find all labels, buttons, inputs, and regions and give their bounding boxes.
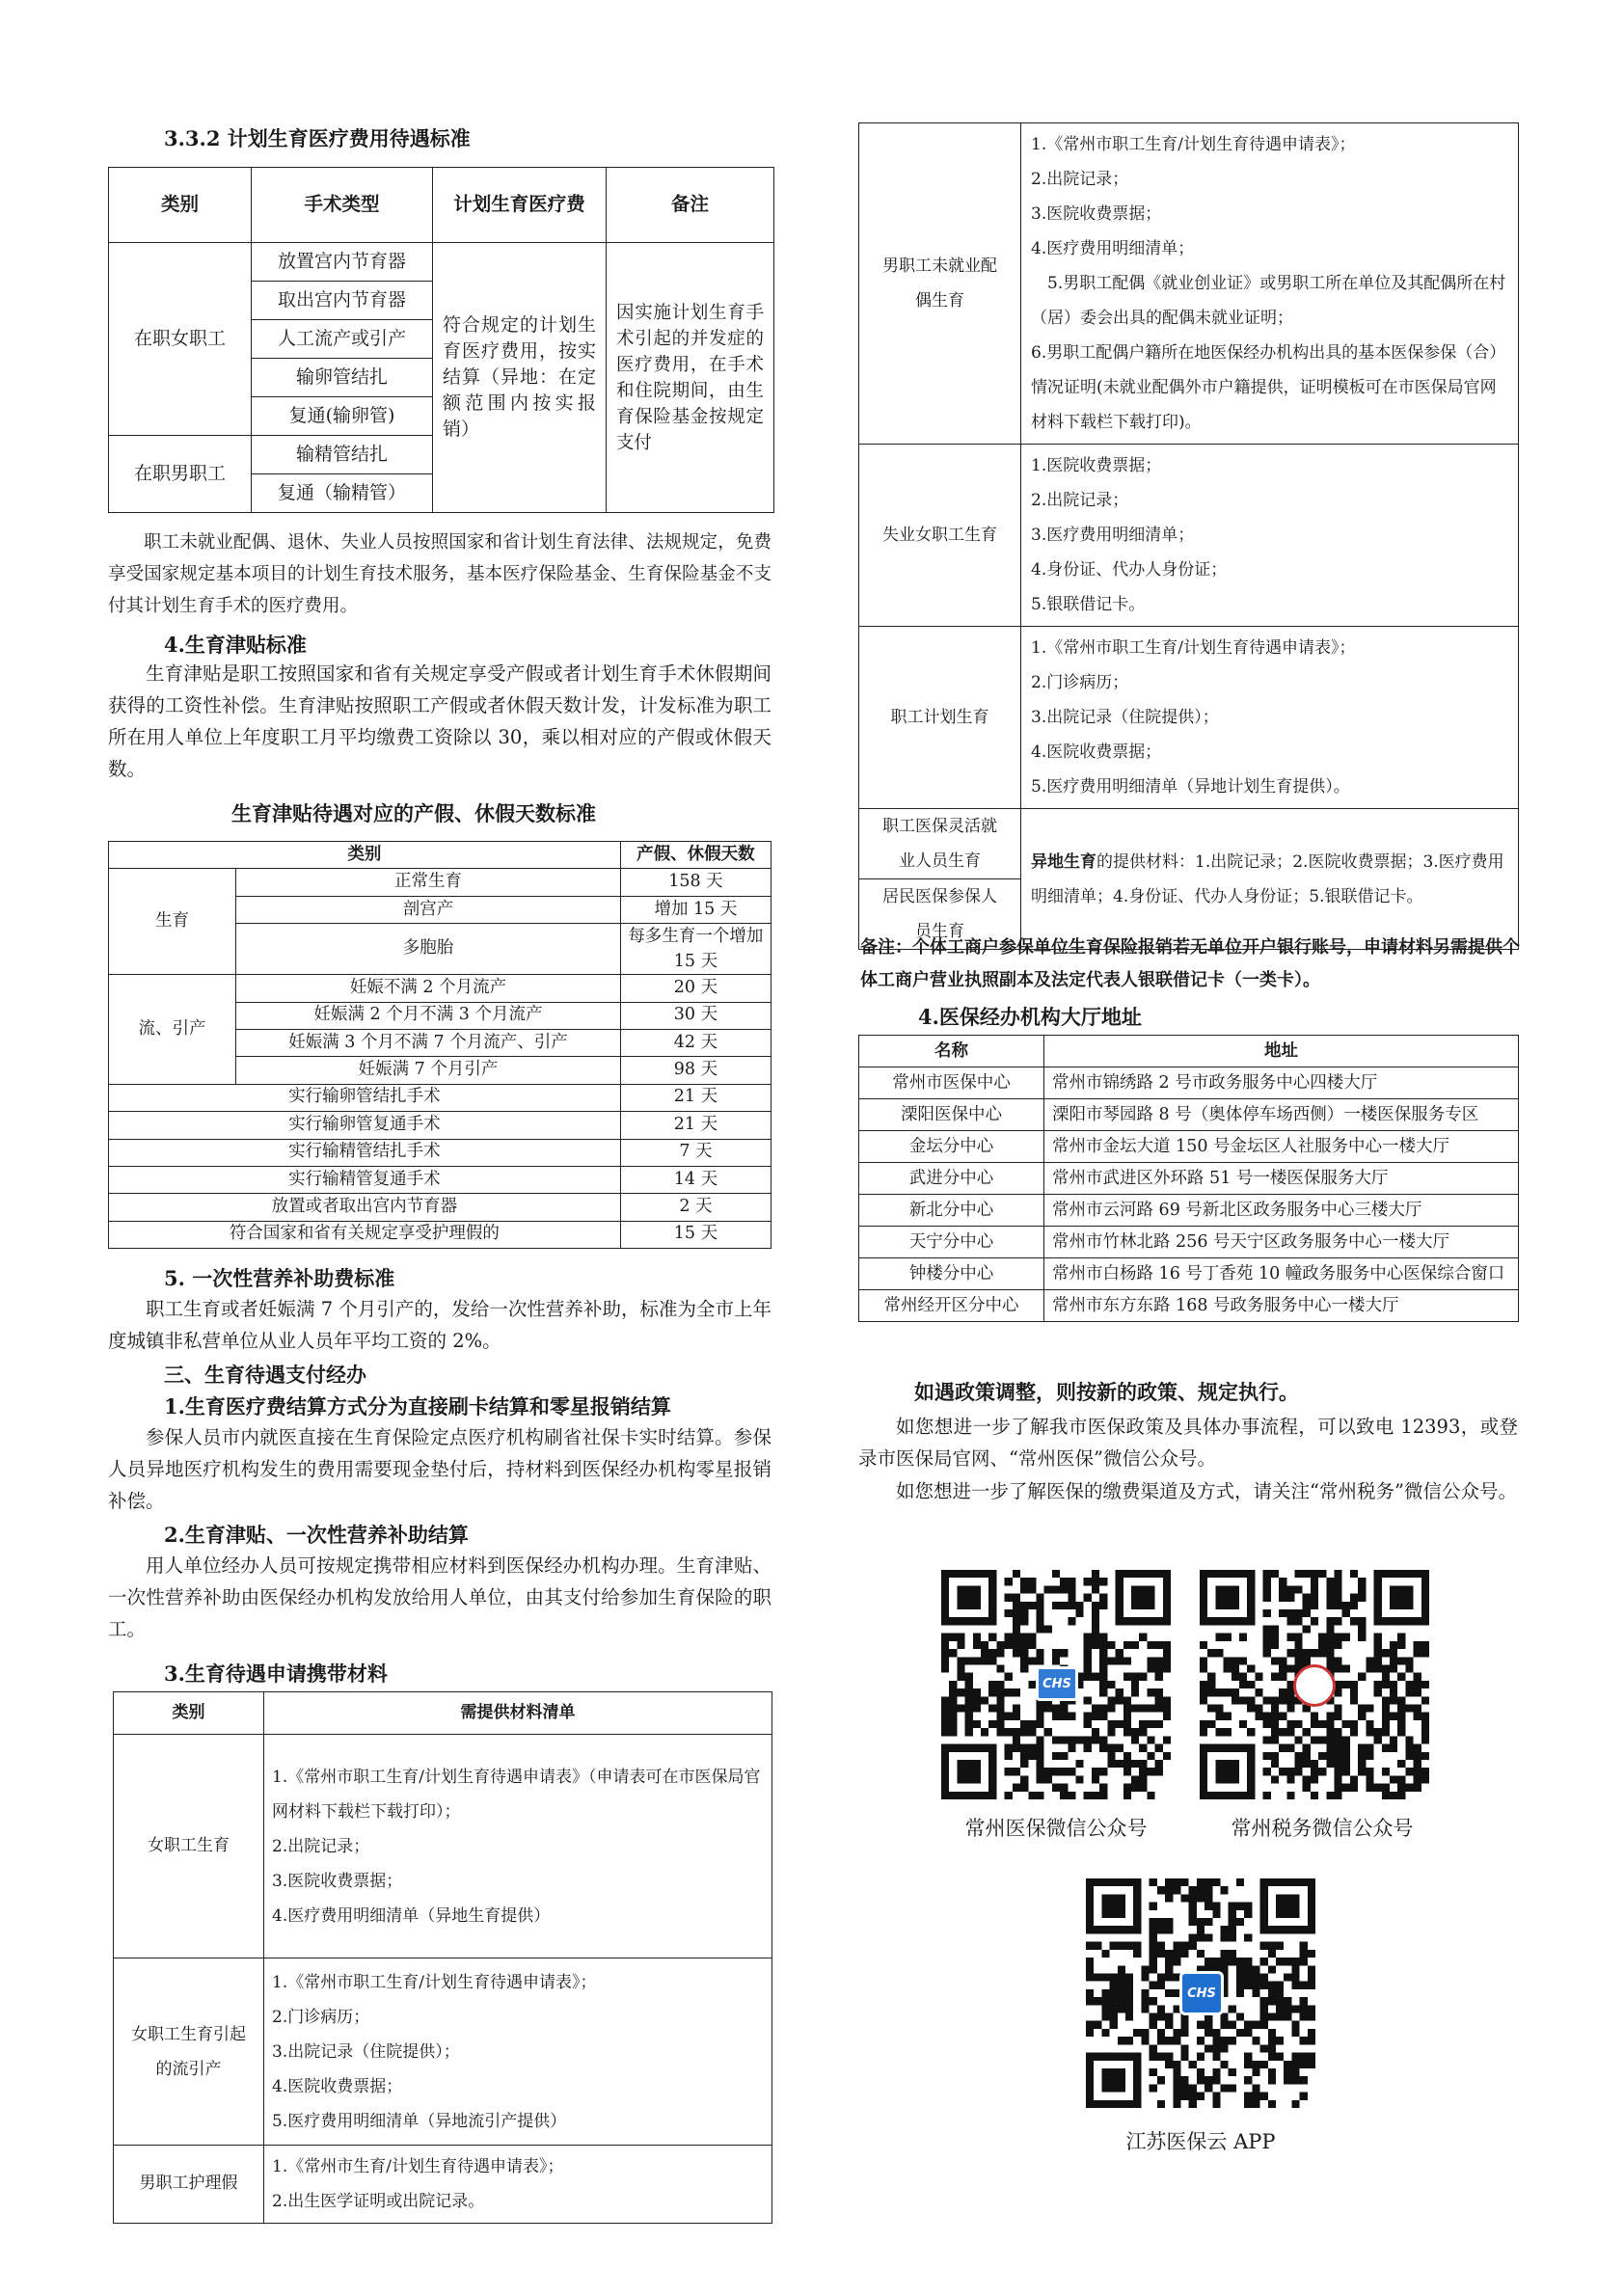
material-item: 4.医疗费用明细清单（异地生育提供） bbox=[272, 1905, 551, 1926]
material-category: 职工计划生育 bbox=[859, 627, 1021, 809]
remark-cell: 因实施计划生育手术引起的并发症的医疗费用，在手术和住院期间，由生育保险基金按规定支付 bbox=[607, 243, 774, 513]
leave-days: 14 天 bbox=[620, 1166, 771, 1193]
material-item: 2.出院记录； bbox=[272, 1836, 370, 1856]
subsection-3-title: 3.生育待遇申请携带材料 bbox=[164, 1661, 388, 1686]
section-4-title: 4.生育津贴标准 bbox=[164, 633, 307, 657]
qr-caption-app: 江苏医保云 APP bbox=[1125, 2130, 1276, 2153]
surgery-op: 输精管结扎 bbox=[252, 436, 433, 474]
leave-type: 妊娠满 2 个月不满 3 个月流产 bbox=[236, 1002, 621, 1029]
unemployed-paragraph: 职工未就业配偶、退休、失业人员按照国家和省计划生育法律、法规规定，免费享受国家规定基本项目的计划生育技术服务，基本医疗保险基金、生育保险基金不支付其计划生育手术的医疗费用。 bbox=[108, 532, 771, 616]
office-address: 常州市武进区外环路 51 号一楼医保服务大厅 bbox=[1044, 1163, 1519, 1195]
surgery-op: 复通（输精管） bbox=[252, 474, 433, 513]
remote-birth-text: 的提供材料：1.出院记录；2.医院收费票据；3.医疗费用明细清单；4.身份证、代办人身份证；5.银联借记卡。 bbox=[1031, 851, 1504, 906]
subsection-1-title: 1.生育医疗费结算方式分为直接刷卡结算和零星报销结算 bbox=[164, 1394, 671, 1418]
material-item: 3.出院记录（住院提供）； bbox=[272, 2041, 460, 2062]
section-332-title: 3.3.2 计划生育医疗费用待遇标准 bbox=[164, 126, 471, 150]
chs-logo-icon bbox=[1036, 1666, 1078, 1701]
female-category: 在职女职工 bbox=[109, 243, 252, 436]
material-item: 1.《常州市职工生育/计划生育待遇申请表》； bbox=[1031, 638, 1356, 658]
office-name: 常州市医保中心 bbox=[859, 1067, 1044, 1099]
material-item: 4.身份证、代办人身份证； bbox=[1031, 560, 1228, 580]
leave-days: 21 天 bbox=[620, 1112, 771, 1139]
office-address: 常州市竹林北路 256 号天宁区政务服务中心一楼大厅 bbox=[1044, 1227, 1519, 1258]
chs-logo-text: CHS bbox=[1042, 1676, 1071, 1691]
qr-caption-ybwx: 常州医保微信公众号 bbox=[964, 1817, 1148, 1840]
header-name: 名称 bbox=[859, 1036, 1044, 1067]
leave-days: 30 天 bbox=[620, 1002, 771, 1029]
office-address: 常州市锦绣路 2 号市政务服务中心四楼大厅 bbox=[1044, 1067, 1519, 1099]
material-item: 5.医疗费用明细清单（异地流引产提供） bbox=[272, 2111, 567, 2131]
material-item: 1.《常州市职工生育/计划生育待遇申请表》； bbox=[272, 1972, 597, 1992]
note-paragraph: 备注：个体工商户参保单位生育保险报销若无单位开户银行账号，申请材料另需提供个体工商户营业执照副本及法定代表人银联借记卡（一类卡）。 bbox=[860, 937, 1520, 990]
material-list bbox=[1021, 627, 1519, 809]
leave-days: 7 天 bbox=[620, 1139, 771, 1166]
header-fee: 计划生育医疗费 bbox=[433, 168, 607, 243]
material-item: 3.医院收费票据； bbox=[272, 1871, 403, 1891]
chs-logo-text: CHS bbox=[1187, 1985, 1216, 2001]
leave-days: 15 天 bbox=[620, 1221, 771, 1248]
surgery-op: 人工流产或引产 bbox=[252, 320, 433, 359]
header-remark: 备注 bbox=[607, 168, 774, 243]
office-name: 常州经开区分中心 bbox=[859, 1290, 1044, 1322]
surgery-op: 输卵管结扎 bbox=[252, 359, 433, 397]
office-address: 常州市白杨路 16 号丁香苑 10 幢政务服务中心医保综合窗口 bbox=[1044, 1258, 1519, 1290]
material-item: 3.医疗费用明细清单； bbox=[1031, 526, 1195, 545]
section-4-paragraph: 生育津贴是职工按照国家和省有关规定享受产假或者计划生育手术休假期间获得的工资性补偿。生育津贴按照职工产假或者休假天数计发，计发标准为职工所在用人单位上年度职工月平均缴费工资除以 30，乘以相对应的产假或休假天数。 bbox=[108, 662, 771, 780]
leave-days: 20 天 bbox=[620, 975, 771, 1002]
office-name: 金坛分中心 bbox=[859, 1131, 1044, 1163]
material-item: 3.医院收费票据； bbox=[1031, 204, 1162, 224]
material-item: 2.门诊病历； bbox=[272, 2007, 370, 2027]
office-name: 新北分中心 bbox=[859, 1195, 1044, 1227]
male-category: 在职男职工 bbox=[109, 436, 252, 513]
leave-type: 实行输卵管复通手术 bbox=[109, 1112, 621, 1139]
leave-type: 妊娠不满 2 个月流产 bbox=[236, 975, 621, 1002]
header-category: 类别 bbox=[109, 168, 252, 243]
material-item: 2.门诊病历； bbox=[1031, 673, 1129, 692]
surgery-op: 取出宫内节育器 bbox=[252, 282, 433, 320]
material-list bbox=[1021, 445, 1519, 627]
material-list bbox=[264, 1735, 772, 1958]
material-item: 2.出生医学证明或出院记录。 bbox=[272, 2192, 485, 2211]
material-list bbox=[1021, 123, 1519, 445]
subsection-1-paragraph: 参保人员市内就医直接在生育保险定点医疗机构刷省社保卡实时结算。参保人员异地医疗机构发生的费用需要现金垫付后，持材料到医保经办机构零星报销补偿。 bbox=[108, 1426, 771, 1512]
materials-table bbox=[113, 1691, 772, 2224]
material-item: 4.医院收费票据； bbox=[272, 2076, 403, 2096]
material-list bbox=[264, 2146, 772, 2224]
policy-line: 如遇政策调整，则按新的政策、规定执行。 bbox=[914, 1380, 1299, 1404]
material-category: 居民医保参保人员生育 bbox=[859, 879, 1021, 950]
material-category: 女职工生育 bbox=[114, 1735, 264, 1958]
leave-type: 实行输卵管结扎手术 bbox=[109, 1084, 621, 1111]
material-item: 3.出院记录（住院提供）； bbox=[1031, 708, 1219, 727]
section-5-paragraph: 职工生育或者妊娠满 7 个月引产的，发给一次性营养补助，标准为全市上年度城镇非私营单位从业人员年平均工资的 2%。 bbox=[108, 1298, 771, 1352]
material-list bbox=[1021, 809, 1519, 950]
leave-days: 2 天 bbox=[620, 1194, 771, 1221]
subsection-2-paragraph: 用人单位经办人员可按规定携带相应材料到医保经办机构办理。生育津贴、一次性营养补助由医保经办机构发放给用人单位，由其支付给参加生育保险的职工。 bbox=[108, 1554, 771, 1640]
material-category: 职工医保灵活就业人员生育 bbox=[859, 809, 1021, 879]
leave-days: 21 天 bbox=[620, 1084, 771, 1111]
material-item: 2.出院记录； bbox=[1031, 170, 1129, 189]
surgery-table bbox=[108, 167, 774, 513]
office-address: 常州市东方东路 168 号政务服务中心一楼大厅 bbox=[1044, 1290, 1519, 1322]
material-item: 4.医疗费用明细清单； bbox=[1031, 239, 1195, 258]
tax-emblem-icon bbox=[1293, 1664, 1336, 1707]
office-name: 武进分中心 bbox=[859, 1163, 1044, 1195]
material-item: 1.医院收费票据； bbox=[1031, 456, 1162, 475]
material-category: 男职工未就业配偶生育 bbox=[859, 123, 1021, 445]
material-category: 失业女职工生育 bbox=[859, 445, 1021, 627]
fee-cell: 符合规定的计划生育医疗费用，按实结算（异地：在定额范围内按实报销） bbox=[433, 243, 607, 513]
leave-type: 剖宫产 bbox=[236, 896, 621, 923]
leave-days: 158 天 bbox=[620, 869, 771, 896]
leave-type: 符合国家和省有关规定享受护理假的 bbox=[109, 1221, 621, 1248]
material-item: 1.《常州市职工生育/计划生育待遇申请表》； bbox=[1031, 135, 1356, 154]
material-item: 1.《常州市生育/计划生育待遇申请表》； bbox=[272, 2157, 564, 2176]
leave-days: 42 天 bbox=[620, 1029, 771, 1056]
leave-type: 正常生育 bbox=[236, 869, 621, 896]
material-item: 5.银联借记卡。 bbox=[1031, 595, 1146, 614]
leave-table-caption: 生育津贴待遇对应的产假、休假天数标准 bbox=[231, 801, 596, 825]
office-address: 常州市云河路 69 号新北区政务服务中心三楼大厅 bbox=[1044, 1195, 1519, 1227]
header-surgery-type: 手术类型 bbox=[252, 168, 433, 243]
header-category: 类别 bbox=[109, 842, 621, 869]
section-5-title: 5. 一次性营养补助费标准 bbox=[164, 1266, 395, 1290]
header-days: 产假、休假天数 bbox=[620, 842, 771, 869]
qr-caption-tax: 常州税务微信公众号 bbox=[1231, 1817, 1414, 1840]
surgery-op: 放置宫内节育器 bbox=[252, 243, 433, 282]
leave-type: 实行输精管结扎手术 bbox=[109, 1139, 621, 1166]
leave-type: 实行输精管复通手术 bbox=[109, 1166, 621, 1193]
office-name: 天宁分中心 bbox=[859, 1227, 1044, 1258]
remote-birth-label: 异地生育 bbox=[1031, 851, 1096, 872]
material-category: 女职工生育引起的流引产 bbox=[114, 1958, 264, 2146]
office-name: 溧阳医保中心 bbox=[859, 1099, 1044, 1131]
abortion-category: 流、引产 bbox=[109, 975, 236, 1085]
material-item: 1.《常州市职工生育/计划生育待遇申请表》（申请表可在市医保局官网材料下载栏下载打印）； bbox=[272, 1767, 761, 1822]
leave-type: 多胞胎 bbox=[236, 924, 621, 975]
office-address: 溧阳市琴园路 8 号（奥体停车场西侧）一楼医保服务专区 bbox=[1044, 1099, 1519, 1131]
office-address: 常州市金坛大道 150 号金坛区人社服务中心一楼大厅 bbox=[1044, 1131, 1519, 1163]
header-category: 类别 bbox=[114, 1692, 264, 1735]
surgery-op: 复通(输卵管) bbox=[252, 397, 433, 436]
leave-type: 妊娠满 3 个月不满 7 个月流产、引产 bbox=[236, 1029, 621, 1056]
address-section-title: 4.医保经办机构大厅地址 bbox=[918, 1005, 1142, 1029]
material-item: 4.医院收费票据； bbox=[1031, 743, 1162, 762]
material-item: 5.男职工配偶《就业创业证》或男职工所在单位及其配偶所在村（居）委会出具的配偶未就业证明； bbox=[1031, 274, 1506, 328]
material-item: 2.出院记录； bbox=[1031, 491, 1129, 510]
leave-days: 98 天 bbox=[620, 1057, 771, 1084]
subsection-2-title: 2.生育津贴、一次性营养补助结算 bbox=[164, 1523, 469, 1547]
address-table bbox=[858, 1035, 1519, 1322]
office-name: 钟楼分中心 bbox=[859, 1258, 1044, 1290]
material-category: 男职工护理假 bbox=[114, 2146, 264, 2224]
jsybyun-logo-icon bbox=[1179, 1971, 1224, 2015]
leave-type: 妊娠满 7 个月引产 bbox=[236, 1057, 621, 1084]
leave-type: 放置或者取出宫内节育器 bbox=[109, 1194, 621, 1221]
leave-days: 每多生育一个增加 15 天 bbox=[620, 924, 771, 975]
material-list bbox=[264, 1958, 772, 2146]
material-item: 5.医疗费用明细清单（异地计划生育提供）。 bbox=[1031, 777, 1350, 797]
header-materials: 需提供材料清单 bbox=[264, 1692, 772, 1735]
tax-paragraph: 如您想进一步了解医保的缴费渠道及方式，请关注“常州税务”微信公众号。 bbox=[896, 1480, 1517, 1502]
materials-table-continued bbox=[858, 122, 1519, 950]
header-address: 地址 bbox=[1044, 1036, 1519, 1067]
birth-category: 生育 bbox=[109, 869, 236, 975]
material-item: 6.男职工配偶户籍所在地医保经办机构出具的基本医保参保（合）情况证明(未就业配偶外市户籍提供，证明模板可在市医保局官网材料下载栏下载打印)。 bbox=[1031, 343, 1506, 432]
leave-days: 增加 15 天 bbox=[620, 896, 771, 923]
part-3-title: 三、生育待遇支付经办 bbox=[164, 1363, 366, 1387]
contact-paragraph: 如您想进一步了解我市医保政策及具体办事流程，可以致电 12393，或登录市医保局官网、“常州医保”微信公众号。 bbox=[858, 1416, 1518, 1470]
leave-table bbox=[108, 841, 771, 1249]
